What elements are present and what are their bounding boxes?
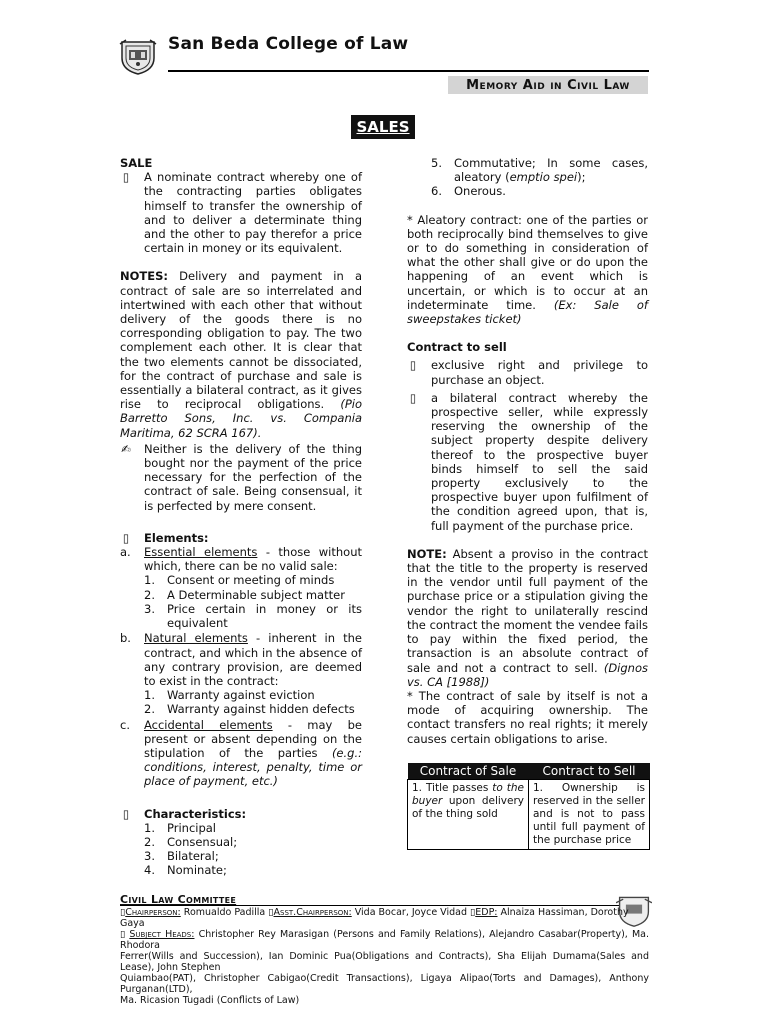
comparison-table [407,763,650,850]
square-bullet-icon: ▯ [409,390,417,405]
table-header: Contract of Sale [408,763,529,780]
square-bullet-icon: ▯ [122,170,130,185]
list-item: 2. Warranty against hidden defects [144,702,355,717]
table-header-row [408,763,650,780]
list-item: 3. Bilateral; [144,849,219,864]
writing-hand-icon: ✍ [121,441,131,456]
sale-definition: ▯ A nominate contract whereby one of the contracting parties obligates himself to transfer the ownership of and to deliver a determinate thing and the other to pay therefor a price certain in money or its equivalent. [120,170,362,255]
left-column [120,156,362,878]
table-row [408,779,650,849]
mode-paragraph: * The contract of sale by itself is not a mode of acquiring ownership. The contact transfers no real rights; it merely causes certain obligations to arise. [407,688,648,746]
footer-credits: ▯Chairperson: Romualdo Padilla ▯Asst.Chairperson: Vida Bocar, Joyce Vidad ▯EDP: Alnaiza Hassiman, Dorothy Gaya ▯ Subject Heads: Christopher Rey Marasigan (Persons and Family Relations), Alejandro Casabar(Property), Ma. Rhodora Ferrer(Wills and Succession), Ian Dominic Pua(Obligations and Contracts), Sha Elijah Dumama(Sales and Lease), John Stephen Quiambao(PAT), Christopher Cabigao(Credit Transactions), Ligaya Alipao(Torts and Damages), Anthony Purganan(LTD), Ma. Ricasion Tugadi (Conflicts of Law) [120,907,649,1006]
list-item: 1. Consent or meeting of minds [144,573,335,588]
college-seal-icon [118,36,158,76]
accidental-elements: c. Accidental elements - may be present or absent depending on the stipulation of the parties (e.g.: conditions, interest, penalty, time or place of payment, etc.) [120,717,362,789]
elements-heading: ▯ Elements: [120,531,362,545]
square-bullet-icon: ▯ [122,806,130,821]
right-column [407,156,648,850]
list-item: 1. Principal [144,820,217,835]
table-header: Contract to Sell [529,763,650,780]
table-cell: 1. Title passes to the buyer upon delivery of the thing sold [408,779,529,849]
school-name: San Beda College of Law [168,34,409,54]
list-item: 3. Price certain in money or its equivalent [144,601,362,631]
contract-to-sell-heading: Contract to sell [407,340,507,355]
list-item: 6. Onerous. [431,184,506,199]
essential-elements: a. Essential elements - those without which, there can be no valid sale: 1. Consent or meeting of minds 2. A Determinable subject matter 3. Price certain in money or its equivalent [120,545,362,631]
cts-item: ▯ a bilateral contract whereby the prospective seller, while expressly reserving the ownership of the subject property despite delivery thereof to the prospective buyer binds himself to sell the said property exclusively to the prospective buyer upon fulfilment of the condition agreed upon, that is, full payment of the purchase price. [407,391,648,533]
characteristics-list [120,821,362,878]
natural-elements: b. Natural elements - inherent in the contract, and which in the absence of any contrary provision, are deemed to exist in the contract: 1. Warranty against eviction 2. Warranty against hidden defects [120,631,362,717]
page-title: SALES [351,115,415,139]
cts-item: ▯ exclusive right and privilege to purchase an object. [407,358,648,386]
note-paragraph: NOTE: Absent a proviso in the contract that the title to the property is reserved in the vendor until full payment of the purchase price or a stipulation giving the vendor the right to unilaterally rescind the contract the moment the vendee fails to pay within the fixed period, the transaction is an absolute contract of sale and not a contract to sell. (Dignos vs. CA [1988]) [407,546,648,689]
footer-committee: Civil Law Committee [120,893,237,906]
memory-aid-banner: Memory Aid in Civil Law [448,76,648,94]
header-rule [168,70,649,72]
notes-paragraph: NOTES: Delivery and payment in a contract of sale are so interrelated and intertwined with each other that without delivery of the goods there is no corresponding obligation to pay. The two complement each other. It is clear that the two elements cannot be dissociated, for the contract of purchase and sale is essentially a bilateral contract, as it gives rise to reciprocal obligations. (Pio Barretto Sons, Inc. vs. Compania Maritima, 62 SCRA 167). [120,269,362,440]
footer-rule [120,905,649,906]
list-item: 4. Nominate; [144,863,227,878]
list-item: 1. Warranty against eviction [144,688,315,703]
table-cell: 1. Ownership is reserved in the seller and is not to pass until full payment of the purchase price [529,779,650,849]
characteristics-heading: ▯ Characteristics: [120,807,362,821]
sale-heading: SALE [120,156,153,170]
list-item: 5. Commutative; In some cases, aleatory (emptio spei); [431,156,648,185]
characteristics-continued [407,156,648,199]
square-bullet-icon: ▯ [409,358,417,373]
aleatory-paragraph: * Aleatory contract: one of the parties or both reciprocally bind themselves to give or to do something in consideration of what the other shall give or do upon the happening of an event which is uncertain, or which is to occur at an indeterminate time. (Ex: Sale of sweepstakes ticket) [407,212,648,327]
square-bullet-icon: ▯ [122,530,130,545]
list-item: 2. Consensual; [144,834,238,849]
list-item: 2. A Determinable subject matter [144,587,345,602]
neither-paragraph: ✍ Neither is the delivery of the thing bought nor the payment of the price necessary for the perfection of the contract of sale. Being consensual, it is perfected by mere consent. [121,441,362,513]
